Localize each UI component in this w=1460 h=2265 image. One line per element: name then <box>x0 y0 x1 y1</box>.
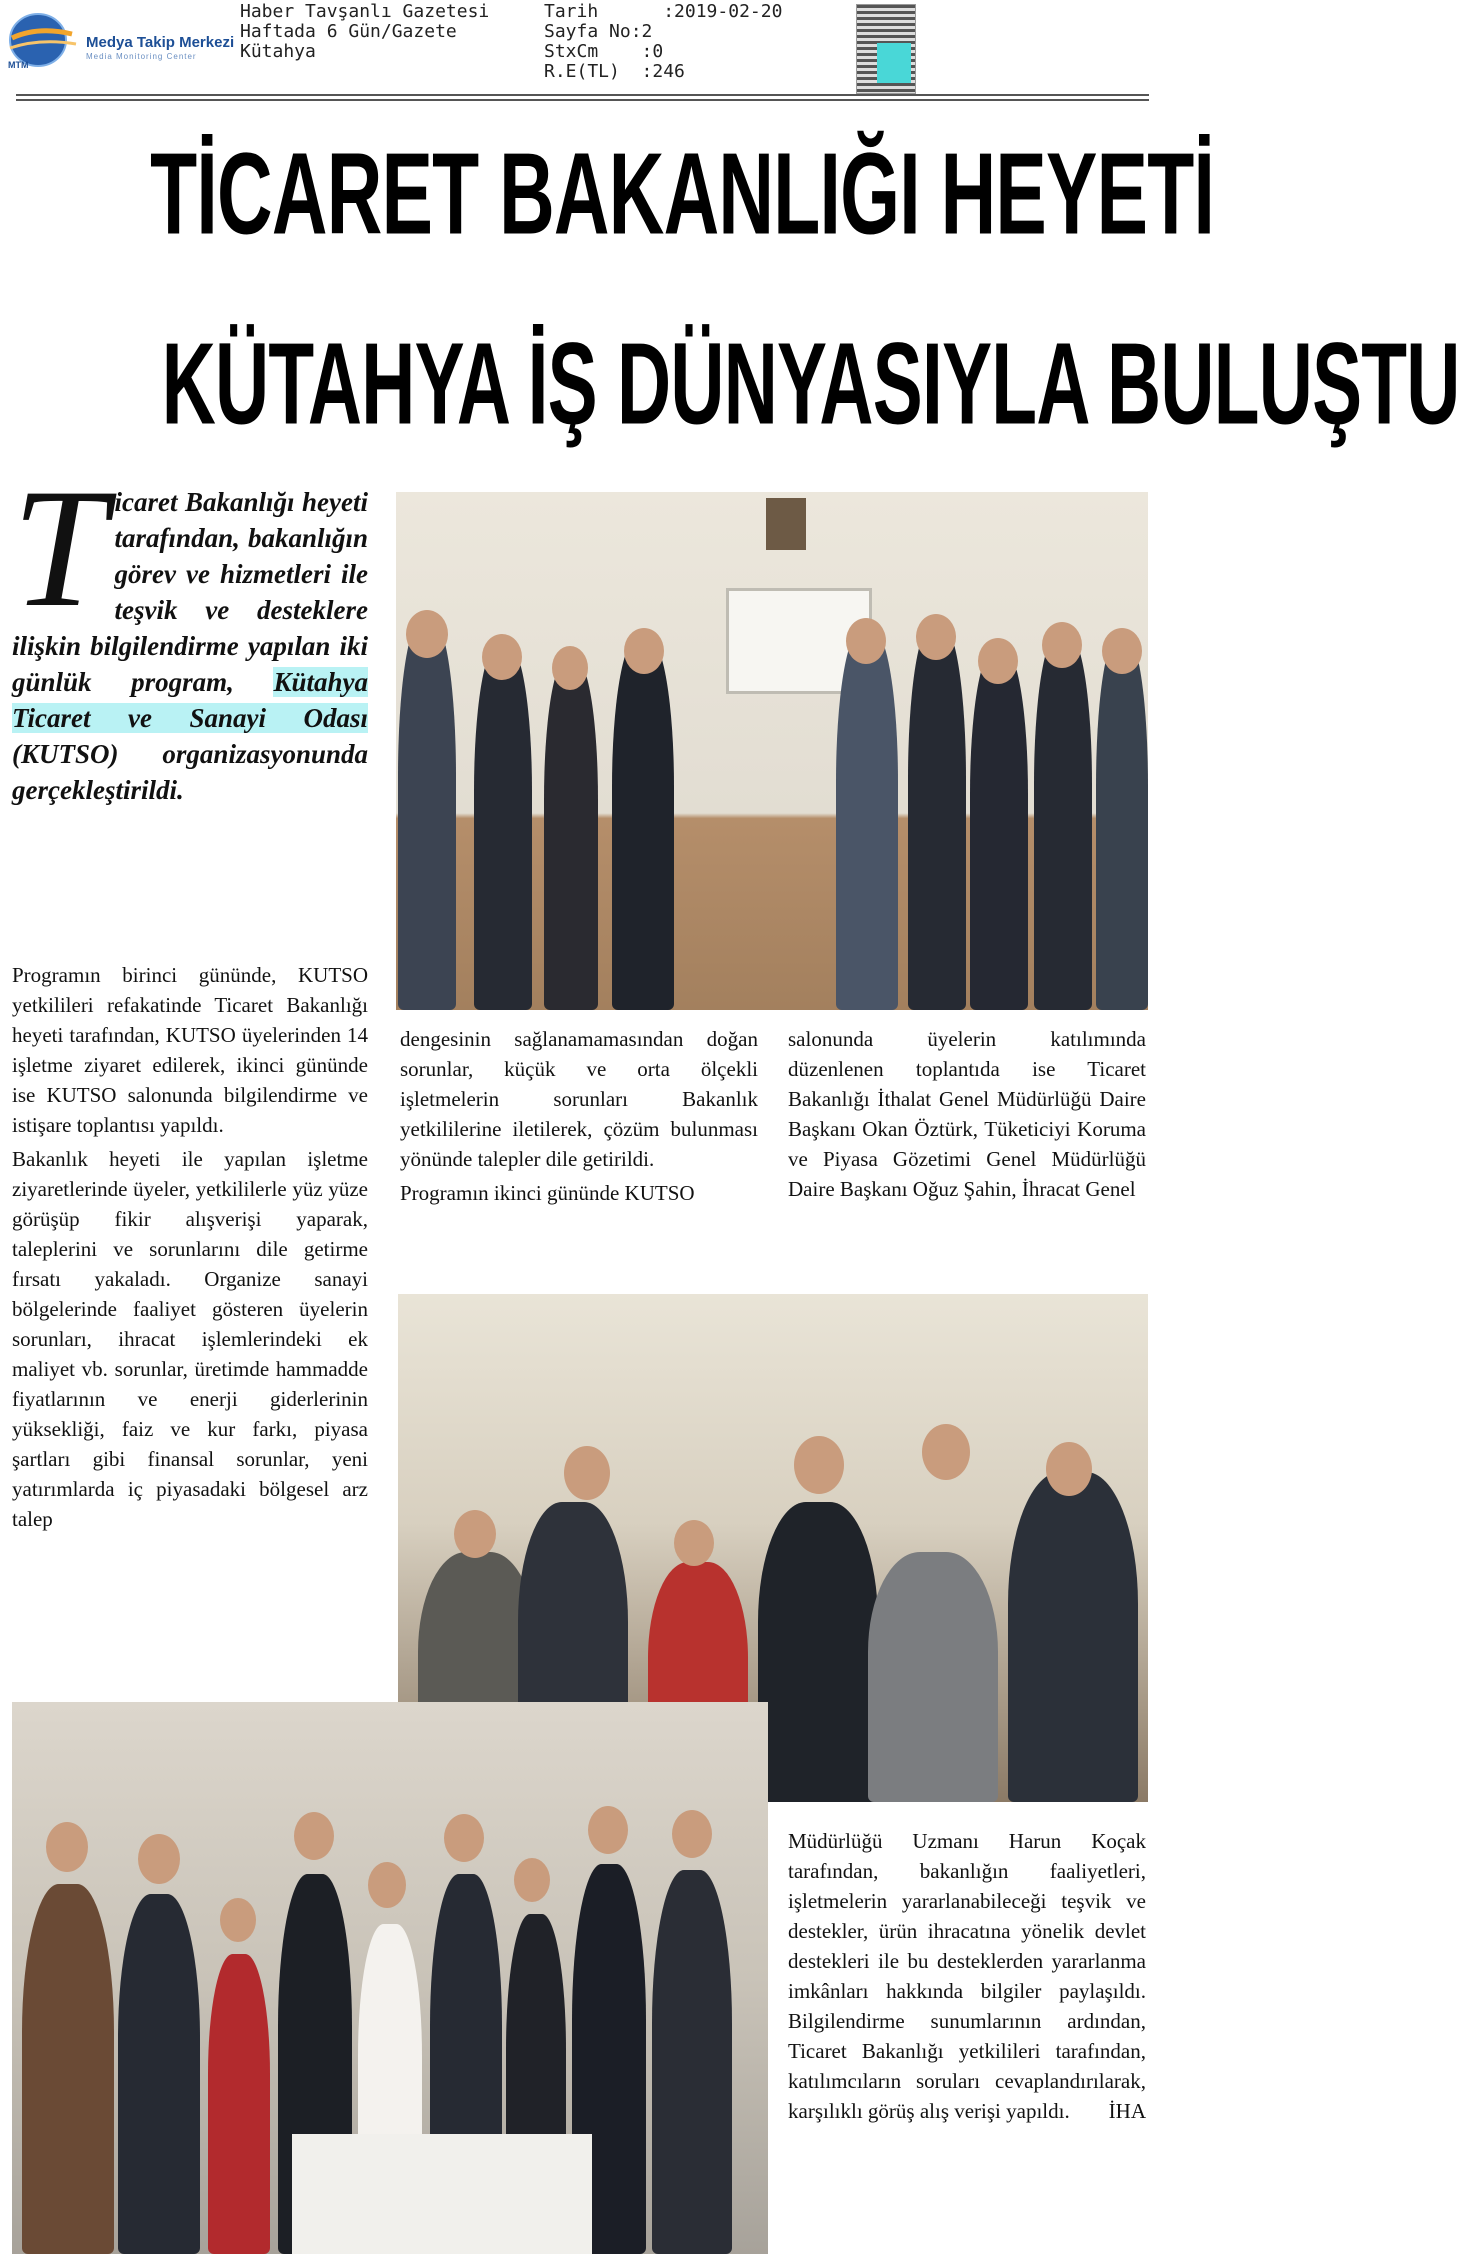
page-line: Sayfa No:2 <box>544 21 653 42</box>
person <box>118 1894 200 2254</box>
publication-frequency: Haftada 6 Gün/Gazete <box>240 21 457 42</box>
publication-city: Kütahya <box>240 41 316 62</box>
col4-paragraph-1 <box>788 1826 1146 2126</box>
head <box>846 618 886 664</box>
head <box>482 634 522 680</box>
person <box>1008 1472 1138 1802</box>
header-rule-top <box>16 94 1149 96</box>
lead-text-b: (KUTSO) organizasyonunda gerçekleştirildi. <box>12 739 368 805</box>
page-thumbnail[interactable] <box>856 4 916 94</box>
person <box>398 620 456 1010</box>
highlighted-org-name: Kütahya Ticaret ve Sanayi Odası <box>12 667 368 733</box>
head <box>514 1858 550 1902</box>
person <box>208 1954 270 2254</box>
col2-paragraph-2: Programın ikinci gününde KUTSO <box>400 1181 695 1205</box>
wall-frame <box>766 498 806 550</box>
col2-paragraph-1: dengesinin sağlanamamasından doğan sorunlar, küçük ve orta ölçekli işletmelerin sorunları Bakanlık yetkililerine iletilerek, çözüm bulunması yönünde talepler dile getirildi. <box>400 1027 758 1171</box>
head <box>674 1520 714 1566</box>
col3-paragraph-1: salonunda üyelerin katılımında düzenlenen toplantıda ise Ticaret Bakanlığı İthalat Genel Müdürlüğü Daire Başkanı Okan Öztürk, Tüketiciyi Koruma ve Piyasa Gözetimi Genel Müdürlüğü Daire Başkanı Oğuz Şahin, İhracat Genel <box>788 1027 1146 1201</box>
head <box>1042 622 1082 668</box>
head <box>552 646 588 690</box>
col1-paragraph-2: Bakanlık heyeti ile yapılan işletme ziyaretlerinde üyeler, yetkililerle yüz yüze görüşüp fikir alışverişi yaparak, taleplerini ve sorunlarını dile getirme fırsatı yakaladı. Organize sanayi bölgelerinde faaliyet gösteren üyelerin sorunları, ihracat işlemlerindeki ek maliyet vb. sorunlar, üretimde hammadde fiyatlarının ve enerji giderlerinin yüksekliği, faiz ve kur farkı, piyasa şartları gibi finansal sorunlar, yeni yatırımlarda iç piyasadaki bölgesel arz talep <box>12 1147 368 1531</box>
head <box>454 1510 496 1558</box>
col1-paragraph-1: Programın birinci gününde, KUTSO yetkilileri refakatinde Ticaret Bakanlığı heyeti tarafından, KUTSO üyelerinden 14 işletme ziyaret edilerek, ikinci gününde ise KUTSO salonunda bilgilendirme ve istişare toplantısı yapıldı. <box>12 963 368 1137</box>
person <box>836 630 898 1010</box>
publication-info <box>240 2 489 62</box>
article-column-3 <box>788 1024 1146 1208</box>
person <box>908 625 966 1010</box>
col4-text: Müdürlüğü Uzmanı Harun Koçak tarafından, bakanlığın faaliyetleri, işletmelerin yararlanabileceği teşvik ve destekler, ürün ihracatına yönelik devlet destekleri ile bu desteklerden yararlanma imkânları hakkında bilgiler paylaşıldı. Bilgilendirme sunumlarının ardından, Ticaret Bakanlığı yetkilileri tarafından, katılımcıların soruları cevaplandırılarak, karşılıklı görüş alış verişi yapıldı. <box>788 1829 1146 2123</box>
person <box>652 1870 732 2254</box>
person <box>868 1552 998 1802</box>
head <box>978 638 1018 684</box>
head <box>1046 1442 1092 1496</box>
person <box>544 660 598 1010</box>
head <box>624 628 664 674</box>
head <box>916 614 956 660</box>
head <box>1102 628 1142 674</box>
person <box>474 645 532 1010</box>
clipping-info <box>544 2 782 82</box>
logo-mark: MTM <box>8 60 29 70</box>
person <box>970 650 1028 1010</box>
head <box>46 1822 88 1872</box>
photo-delegation-group <box>396 492 1148 1010</box>
agency-credit: İHA <box>1108 2099 1146 2123</box>
head <box>406 610 448 658</box>
head <box>220 1898 256 1942</box>
drop-cap: T <box>12 454 107 642</box>
person <box>22 1884 114 2254</box>
person <box>758 1502 878 1802</box>
head <box>672 1810 712 1858</box>
article-column-2 <box>400 1024 758 1212</box>
globe-logo-icon <box>6 8 78 70</box>
mtm-logo <box>6 6 236 76</box>
person <box>1034 634 1092 1010</box>
ad-value-line: R.E(TL) :246 <box>544 61 685 82</box>
head <box>294 1812 334 1860</box>
head <box>368 1862 406 1908</box>
person <box>612 638 674 1010</box>
lead-paragraph <box>12 454 368 808</box>
lead-text-a: icaret Bakanlığı heyeti tarafından, bakanlığın görev ve hizmetleri ile teşvik ve desteklere ilişkin bilgilendirme yapılan iki günlük program, <box>12 487 368 697</box>
article-column-1 <box>12 960 368 1538</box>
head <box>444 1814 484 1862</box>
brand-name: Medya Takip Merkezi <box>86 34 235 51</box>
head <box>922 1424 970 1480</box>
stxcm-line: StxCm :0 <box>544 41 664 62</box>
head <box>588 1806 628 1854</box>
brand-subtitle: Media Monitoring Center <box>86 52 197 61</box>
headline-line-1: TİCARET BAKANLIĞI HEYETİ <box>150 129 1215 260</box>
foreground-table <box>292 2134 592 2254</box>
photo-group-visit <box>12 1702 768 2254</box>
head <box>564 1446 610 1500</box>
headline-line-2: KÜTAHYA İŞ DÜNYASIYLA BULUŞTU <box>161 319 1460 450</box>
article-column-4 <box>788 1826 1146 2130</box>
header-rule-bottom <box>16 99 1149 101</box>
person <box>1096 638 1148 1010</box>
thumbnail-highlight <box>877 43 911 83</box>
head <box>794 1436 844 1494</box>
date-line: Tarih :2019-02-20 <box>544 1 783 22</box>
head <box>138 1834 180 1884</box>
publication-name: Haber Tavşanlı Gazetesi <box>240 1 490 22</box>
